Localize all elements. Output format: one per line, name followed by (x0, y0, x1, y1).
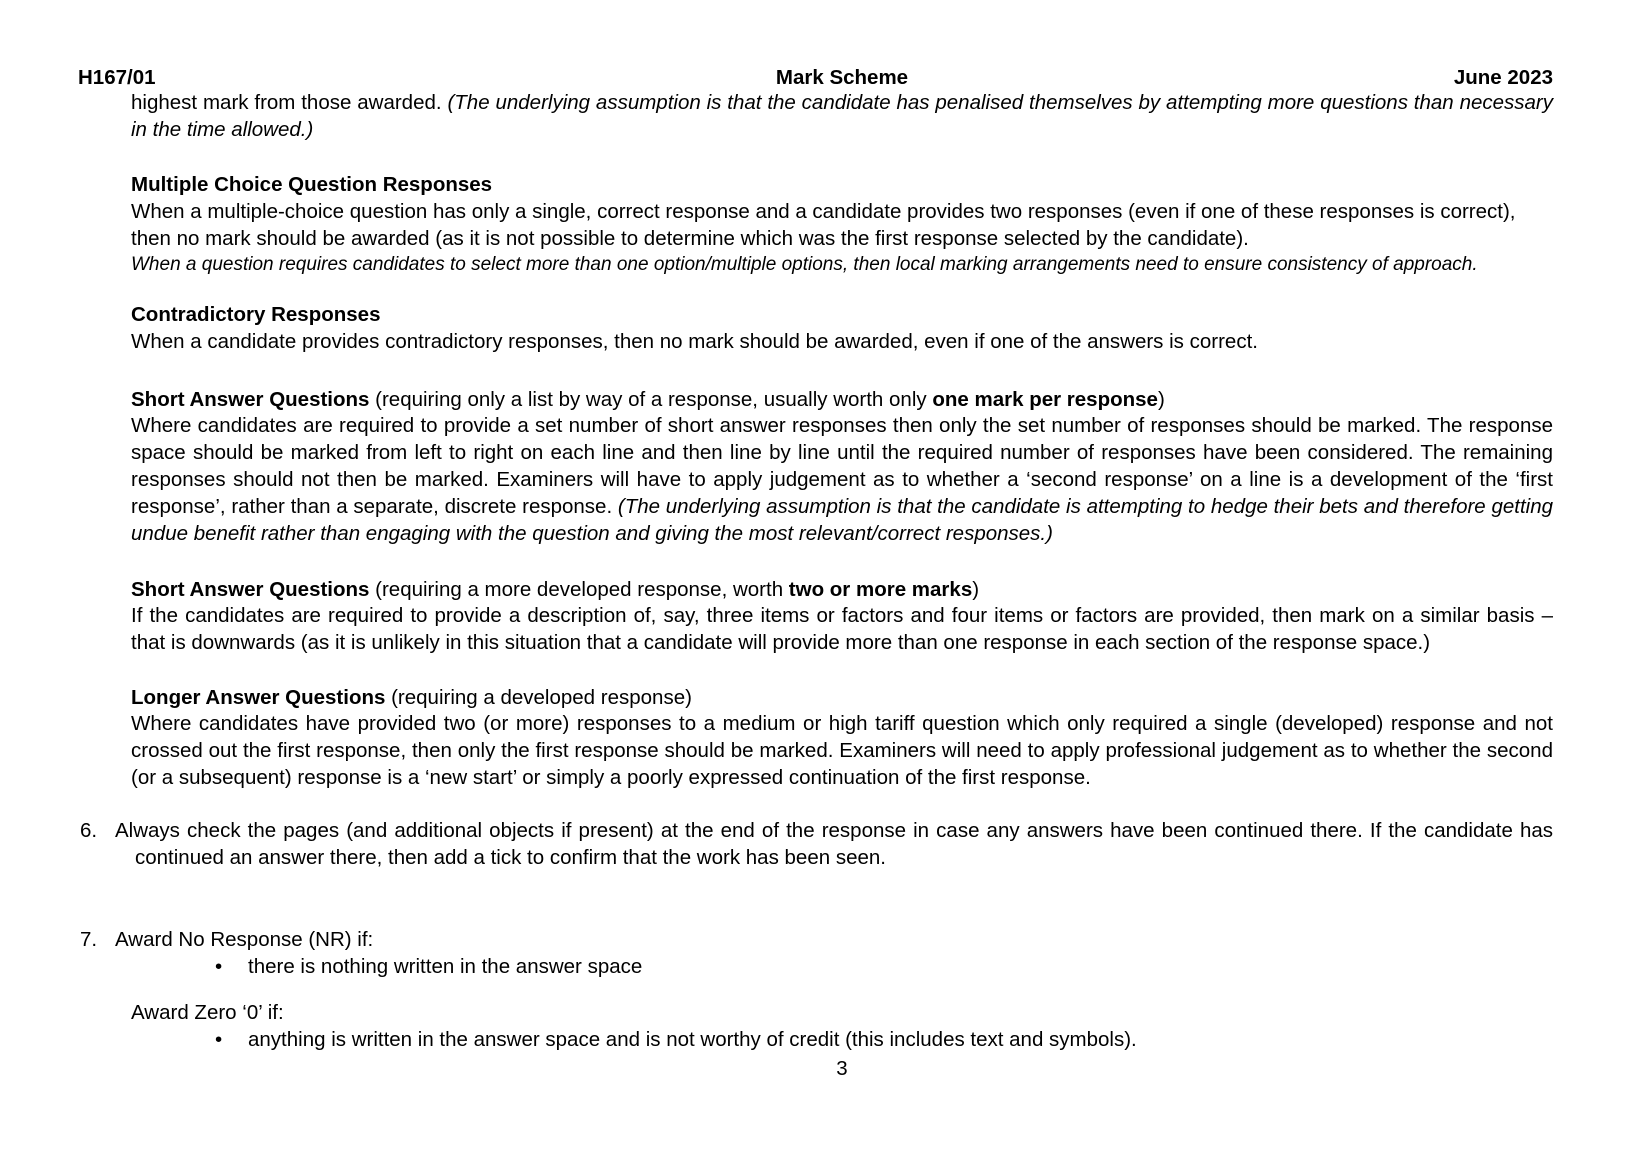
contradictory-section-heading: Contradictory Responses (131, 303, 381, 326)
intro-italic-note: (The underlying assumption is that the candidate has penalised themselves by attempting more questions than necessary in the time allowed.) (131, 91, 1554, 141)
document-header (78, 64, 1553, 92)
award-zero-bullet-row (131, 1026, 1553, 1053)
item-7-bullet-row (131, 953, 1553, 980)
paper-code: H167/01 (78, 66, 156, 89)
contradictory-section-body: When a candidate provides contradictory responses, then no mark should be awarded, even if one of the answers is correct. (131, 330, 1258, 353)
longer-answer-heading-bold: Longer Answer Questions (131, 686, 386, 709)
numbered-item-6 (80, 817, 1553, 871)
saq-list-heading (131, 386, 1553, 413)
saq-list-heading-bold-2: one mark per response (932, 388, 1158, 411)
longer-answer-heading (131, 684, 1553, 711)
document-title: Mark Scheme (775, 66, 909, 89)
mcq-section-note: When a question requires candidates to select more than one option/multiple options, then local marking arrangements need to ensure consistency of approach. (131, 254, 1478, 275)
longer-answer-body: Where candidates have provided two (or more) responses to a medium or high tariff question which only required a single (developed) response and not crossed out the first response, then only the first response should be marked. Examiners will need to apply professional judgement as to whether the second (or a subsequent) response is a ‘new start’ or simply a poorly expressed continuation of the first response. (131, 712, 1553, 789)
mcq-section-heading: Multiple Choice Question Responses (131, 173, 493, 196)
session-date: June 2023 (1453, 66, 1553, 89)
saq-developed-heading (131, 576, 1553, 603)
longer-answer-heading-normal: (requiring a developed response) (385, 686, 692, 709)
saq-developed-heading-bold-2: two or more marks (788, 578, 973, 601)
bullet-icon: • (215, 1028, 223, 1051)
mcq-section-body: When a multiple-choice question has only a single, correct response and a candidate provides two responses (even if one of these responses is correct), then no mark should be awarded (as it is not possible to determine which was the first response selected by the candidate). (131, 200, 1516, 250)
saq-developed-heading-normal: (requiring a more developed response, worth (369, 578, 789, 601)
numbered-item-7 (80, 926, 1553, 953)
award-zero-bullet-text: anything is written in the answer space and is not worthy of credit (this includes text and symbols). (248, 1028, 1137, 1051)
intro-paragraph (131, 89, 1553, 143)
saq-list-heading-end: ) (1157, 388, 1165, 411)
item-6-number: 6. (80, 819, 98, 842)
saq-developed-heading-end: ) (972, 578, 980, 601)
page-number: 3 (836, 1057, 848, 1080)
saq-list-heading-normal: (requiring only a list by way of a response, usually worth only (369, 388, 933, 411)
award-zero-label: Award Zero ‘0’ if: (131, 1001, 284, 1024)
item-6-text: Always check the pages (and additional objects if present) at the end of the response in case any answers have been continued there. If the candidate has continued an answer there, then add a tick to confirm that the work has been seen. (115, 819, 1553, 869)
saq-developed-heading-bold: Short Answer Questions (131, 578, 370, 601)
saq-list-heading-bold: Short Answer Questions (131, 388, 370, 411)
item-7-bullet-text: there is nothing written in the answer space (248, 955, 643, 978)
saq-list-body-italic: (The underlying assumption is that the candidate is attempting to hedge their bets and therefore getting undue benefit rather than engaging with the question and giving the most relevant/correct responses.) (131, 495, 1553, 545)
item-7-number: 7. (80, 928, 98, 951)
saq-list-body-text: Where candidates are required to provide a set number of short answer responses then only the set number of responses should be marked. The response space should be marked from left to right on each line and then line by line until the required number of responses have been considered. The remaining responses should not then be marked. Examiners will have to apply judgement as to whether a ‘second response’ on a line is a development of the ‘first response’, rather than a separate, discrete response. (131, 414, 1553, 518)
intro-lead-text: highest mark from those awarded. (131, 91, 448, 114)
saq-developed-body: If the candidates are required to provide a description of, say, three items or factors and four items or factors are provided, then mark on a similar basis – that is downwards (as it is unlikely in this situation that a candidate will provide more than one response in each section of the response space.) (131, 604, 1553, 654)
bullet-icon: • (215, 955, 223, 978)
saq-list-body (131, 412, 1553, 547)
item-7-text: Award No Response (NR) if: (115, 928, 374, 951)
